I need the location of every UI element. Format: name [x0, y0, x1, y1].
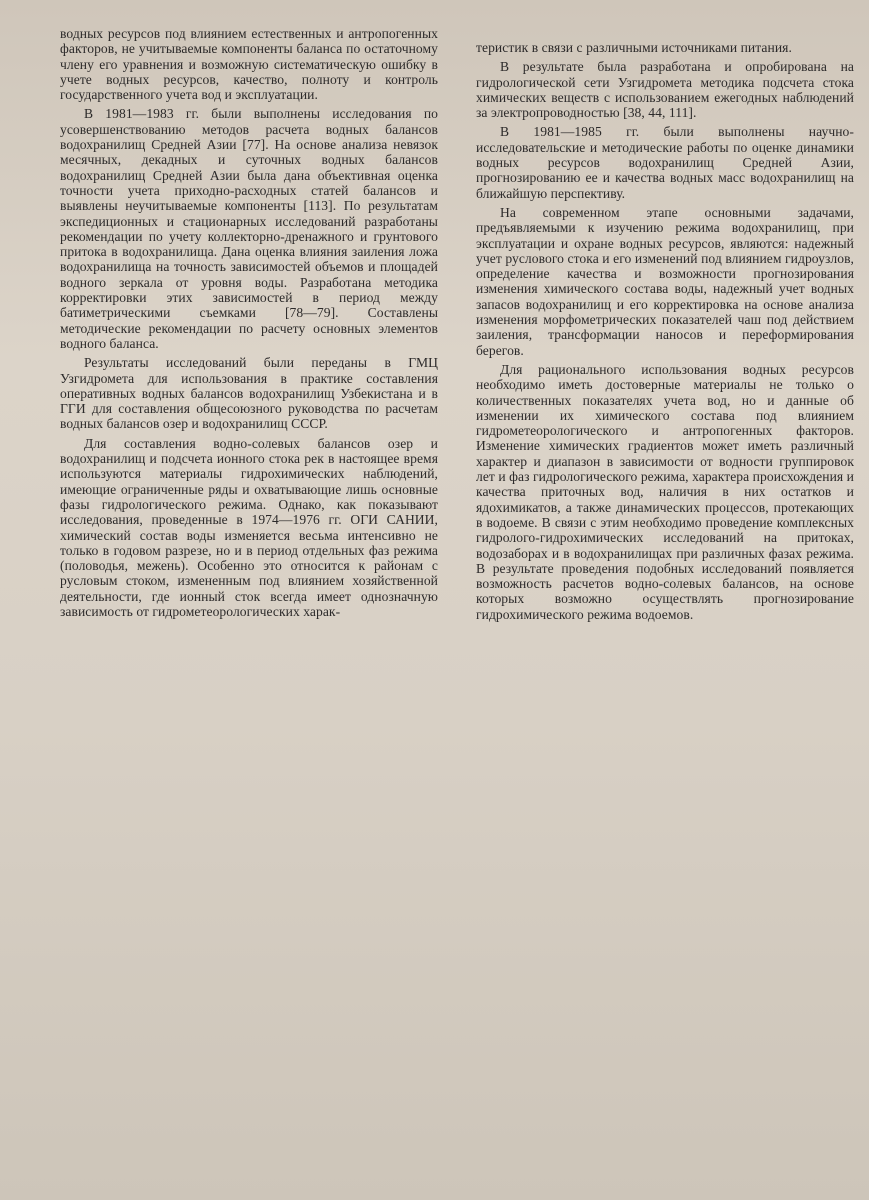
paragraph: На современном этапе основными задачами, предъявляемыми к изучению режима водохранилищ, при эксплуатации и охране водных ресурсов, являются: надежный учет руслового стока и его изменений под влиянием гидроузлов, определение качества и возможности прогнозирования изменения химического состава воды, надежный учет водных запасов водохранилищ и его корректировка на основе анализа изменения морфометрических показателей чаш под действием заиления, трансформации наносов и переформирования берегов.: [476, 204, 854, 358]
paragraph: теристик в связи с различными источниками питания.: [476, 40, 792, 55]
left-column: [60, 26, 438, 619]
paragraph: Для составления водно-солевых балансов озер и водохранилищ и подсчета ионного стока рек в настоящее время используются материалы гидрохимических наблюдений, имеющие ограниченные ряды и охватывающие лишь основные фазы гидрологического режима. Однако, как показывают исследования, проведенные в 1974—1976 гг. ОГИ САНИИ, химический состав воды изменяется весьма интенсивно не только в годовом разрезе, но и в период отдельных фаз режима (половодья, межень). Особенно это относится к районам с русловым стоком, измененным под влиянием хозяйственной деятельности, где ионный сток всегда имеет однозначную зависимость от гидрометеорологических харак-: [60, 435, 438, 619]
right-column: [476, 40, 854, 622]
paragraph: В 1981—1983 гг. были выполнены исследования по усовершенствованию методов расчета водных балансов водохранилищ Средней Азии [77]. На основе анализа невязок месячных, декадных и суточных водных балансов водохранилищ Средней Азии была дана объективная оценка точности учета приходно-расходных статей балансов и выявлены неучитываемые компоненты [113]. По результатам экспедиционных и стационарных исследований разработаны рекомендации по учету коллекторно-дренажного и грунтового притока в водохранилища. Дана оценка влияния заиления ложа водохранилища на точность зависимостей объемов и площадей водного зеркала от уровня воды. Разработана методика корректировки этих зависимостей в период между батиметрическими съемками [78—79]. Составлены методические рекомендации по расчету основных элементов водного баланса.: [60, 106, 438, 351]
paragraph: водных ресурсов под влиянием естественных и антропогенных факторов, не учитываемые компоненты баланса по остаточному члену его уравнения и возможную систематическую ошибку в учете водных ресурсов, качество, полноту и контроль государственного учета вод и эксплуатации.: [60, 26, 438, 103]
paragraph: Для рационального использования водных ресурсов необходимо иметь достоверные материалы не только о количественных показателях учета вод, но и данные об изменении их химического состава под влиянием гидрометеорологического и антропогенных факторов. Изменение химических градиентов может иметь различный характер и диапазон в зависимости от водности группировок лет и фаз гидрологического режима, характера происхождения и качества приточных вод, наличия в них остатков и ядохимикатов, а также динамических процессов, протекающих в водоеме. В связи с этим необходимо проведение комплексных гидролого-гидрохимических исследований на притоках, водозаборах и в водохранилищах при различных фазах режима. В результате проведения подобных исследований появляется возможность расчетов водно-солевых балансов, на основе которых возможно осуществлять прогнозирование гидрохимического режима водоемов.: [476, 361, 854, 622]
paragraph: Результаты исследований были переданы в ГМЦ Узгидромета для использования в практике составления оперативных водных балансов водохранилищ Узбекистана и в ГГИ для составления общесоюзного руководства по расчетам водных балансов озер и водохранилищ СССР.: [60, 355, 438, 432]
paragraph: В 1981—1985 гг. были выполнены научно-исследовательские и методические работы по оценке динамики водных ресурсов водохранилищ Средней Азии, прогнозированию ее и качества водных масс водохранилищ на ближайшую перспективу.: [476, 124, 854, 201]
paragraph: В результате была разработана и опробирована на гидрологической сети Узгидромета методика подсчета стока химических веществ с использованием ежегодных наблюдений за электропроводностью [38, 44, 111].: [476, 59, 854, 121]
